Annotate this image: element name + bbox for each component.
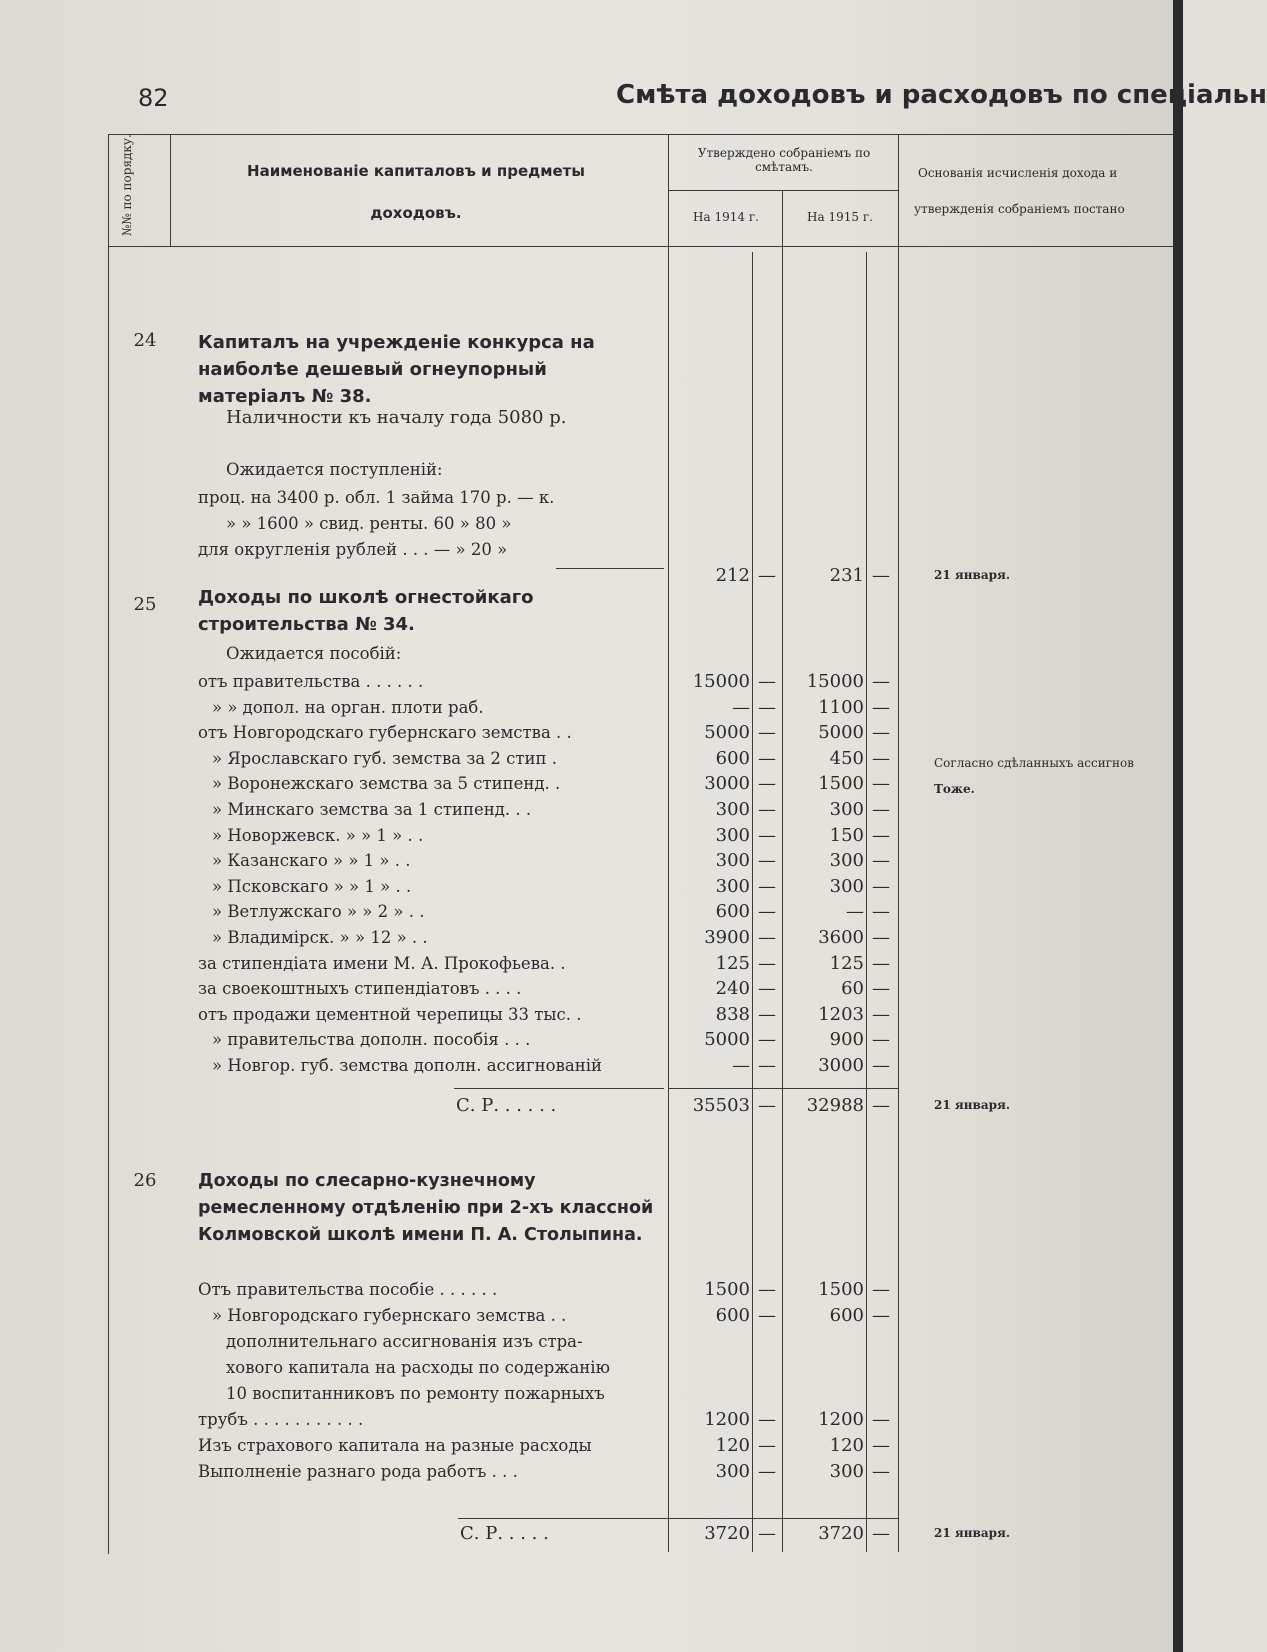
section-24-line: проц. на 3400 р. обл. 1 займа 170 р. — к. [198,488,555,507]
section-25-sum-rule-2 [668,1088,898,1089]
income-row-v1915: 300 [829,850,864,872]
page-edge-shadow [1173,0,1183,1652]
income-row-v1914: 600 [715,1305,750,1326]
income-row-label: отъ Новгородскаго губернскаго земства . . [198,723,572,743]
section-25-kop-1914: — [758,1095,776,1116]
section-24-line: Ожидается поступленій: [226,460,443,479]
section-25-basis-note: Согласно сдѣланныхъ ассигнов [934,756,1134,770]
income-row-kop-v1915: — [872,1003,890,1025]
income-row-v1914: — [732,1055,750,1076]
name-col-rule [668,134,669,1552]
page-number: 82 [138,84,169,112]
income-row-kop-v1914: — [758,875,776,897]
income-row-v1914: 300 [715,1461,750,1482]
section-24-total-1914: 212 [715,565,750,586]
section-25-sum-rule [454,1088,664,1089]
income-row-v1915: 1500 [818,1279,864,1300]
income-row-label: » Новгородскаго губернскаго земства . . [212,1306,567,1325]
table-header-rule [108,246,1173,247]
running-title: Смѣта доходовъ и расходовъ по спеціальн [616,80,1267,110]
income-row-kop-v1915: — [872,1029,890,1051]
header-approved: Утверждено собраніемъ по смѣтамъ. [697,146,871,174]
income-row-kop-v1914: — [758,850,776,872]
income-row-label: » » допол. на орган. плоти раб. [212,697,484,717]
section-24-line: » » 1600 » свид. ренты. 60 » 80 » [226,514,512,533]
income-row-label: » Владимірск. » » 12 » . . [212,928,428,947]
section-26-heading: Доходы по слесарно-кузнечному ремесленному отдѣленію при 2-хъ классной Колмовской школѣ имени П. А. Столыпина. [198,1171,654,1245]
income-row-v1914: 125 [715,952,750,974]
approved-subheader-rule [668,190,898,191]
income-row-kop-v1914: — [758,722,776,744]
income-row-kop-v1915: — [872,1435,890,1456]
income-row-v1915: 450 [829,747,864,769]
income-row-v1915: 1100 [818,696,864,718]
y1915-col-rule [898,134,899,1552]
income-row-label: за стипендіата имени М. А. Прокофьева. . [198,953,566,973]
section-24-line: Наличности къ началу года 5080 р. [226,407,567,428]
income-row-v1915: 3000 [818,1055,864,1076]
section-24-line: для округленія рублей . . . — » 20 » [198,540,508,559]
income-row-v1914: 3000 [704,773,750,795]
income-row-kop-v1915: — [872,722,890,744]
section-25-total-1914: 35503 [692,1095,750,1116]
income-row-v1914: 120 [715,1435,750,1456]
income-row-label: Отъ правительства пособіе . . . . . . [198,1280,498,1299]
section-24-sum-rule [556,568,664,569]
income-row-label: » Новгор. губ. земства дополн. ассигнованій [212,1056,602,1075]
section-25-heading: Доходы по школѣ огнестойкаго строительства № 34. [198,587,534,635]
income-row-v1915: 300 [829,799,864,820]
section-26-total-1914: 3720 [704,1523,750,1544]
income-row-v1915: 900 [829,1029,864,1051]
section-24-basis: 21 января. [934,568,1011,582]
income-row-v1914: 600 [715,747,750,769]
income-row-label: » Воронежскаго земства за 5 стипенд. . [212,774,561,794]
header-name-line1: Наименованіе капиталовъ и предметы [247,162,585,180]
income-row-label: » Казанскаго » » 1 » . . [212,851,411,871]
income-row-kop-v1915: — [872,850,890,872]
income-row-kop-v1915: — [872,901,890,923]
income-row-label: » Минскаго земства за 1 стипенд. . . [212,800,532,819]
income-row-kop-v1915: — [872,696,890,718]
section-25-intro: Ожидается пособій: [226,644,402,663]
section-26-sum-label: С. Р. . . . . [460,1523,549,1544]
row-num-26: 26 [133,1170,157,1191]
income-row-kop-v1914: — [758,671,776,692]
header-basis-line1: Основанія исчисленія дохода и [918,166,1118,180]
income-row-kop-v1915: — [872,824,890,846]
income-row-label: » Ярославскаго губ. земства за 2 стип . [212,748,558,768]
income-row-kop-v1915: — [872,1461,890,1482]
income-row-v1914: 838 [715,1003,750,1025]
income-row-kop-v1914: — [758,901,776,923]
income-row-kop-v1915: — [872,1305,890,1326]
section-26-line: 10 воспитанниковъ по ремонту пожарныхъ [226,1384,605,1403]
income-row-kop-v1914: — [758,1029,776,1051]
income-row-v1914: 300 [715,799,750,820]
table-left-border [108,134,109,1554]
section-24-kop-1915: — [872,565,890,586]
income-row-label: трубъ . . . . . . . . . . . [198,1410,364,1429]
income-row-kop-v1914: — [758,747,776,769]
income-row-kop-v1914: — [758,1461,776,1482]
income-row-label: Выполненіе разнаго рода работъ . . . [198,1462,518,1481]
section-26-total-1915: 3720 [818,1523,864,1544]
income-row-v1915: 125 [829,952,864,974]
section-24-total-1915: 231 [829,565,864,586]
row-num-25: 25 [133,594,157,615]
income-row-kop-v1914: — [758,824,776,846]
income-row-kop-v1914: — [758,799,776,820]
income-row-kop-v1915: — [872,799,890,820]
income-row-kop-v1914: — [758,696,776,718]
section-24-kop-1914: — [758,565,776,586]
income-row-label: отъ продажи цементной черепицы 33 тыс. . [198,1004,582,1024]
header-basis-line2: утвержденія собраніемъ постано [914,202,1125,216]
income-row-kop-v1914: — [758,1279,776,1300]
income-row-kop-v1915: — [872,1409,890,1430]
section-25-basis: 21 января. [934,1098,1011,1112]
income-row-v1914: 300 [715,824,750,846]
header-year-1915: На 1915 г. [807,210,873,224]
row-num-24: 24 [133,330,157,351]
income-row-kop-v1915: — [872,927,890,948]
income-row-v1915: 300 [829,875,864,897]
section-24-heading: Капиталъ на учрежденіе конкурса на наиболѣе дешевый огнеупорный матеріалъ № 38. [198,332,595,407]
income-row-kop-v1915: — [872,978,890,1000]
income-row-label: » Псковскаго » » 1 » . . [212,876,412,896]
income-row-label: отъ правительства . . . . . . [198,672,424,691]
income-row-kop-v1915: — [872,1279,890,1300]
income-row-label: » Ветлужскаго » » 2 » . . [212,902,425,922]
income-row-kop-v1915: — [872,875,890,897]
income-row-v1915: 150 [829,824,864,846]
income-row-label: » Новоржевск. » » 1 » . . [212,825,424,845]
income-row-label: за своекоштныхъ стипендіатовъ . . . . [198,979,522,999]
income-row-v1915: 5000 [818,722,864,744]
income-row-v1914: 300 [715,850,750,872]
income-row-kop-v1914: — [758,1409,776,1430]
income-row-kop-v1915: — [872,1055,890,1076]
income-row-kop-v1914: — [758,1435,776,1456]
section-26-sum-rule [458,1518,898,1519]
income-row-kop-v1915: — [872,952,890,974]
y1914-col-rule [782,190,783,1552]
income-row-kop-v1915: — [872,671,890,692]
income-row-v1914: — [732,696,750,718]
income-row-v1914: 3900 [704,927,750,948]
income-row-kop-v1914: — [758,1055,776,1076]
income-row-v1914: 300 [715,875,750,897]
kop1915-rule [866,252,867,1552]
section-26-basis: 21 января. [934,1526,1011,1540]
section-26-kop-1915: — [872,1523,890,1544]
income-row-v1915: 60 [841,978,864,1000]
income-row-kop-v1914: — [758,773,776,795]
header-num-col: №№ по порядку. [120,134,134,236]
income-row-kop-v1914: — [758,1003,776,1025]
header-year-1914: На 1914 г. [693,210,759,224]
section-25-basis-note: Тоже. [934,782,975,796]
income-row-v1915: 300 [829,1461,864,1482]
header-name-line2: доходовъ. [370,204,462,222]
income-row-v1915: 3600 [818,927,864,948]
income-row-v1915: — [846,901,864,923]
income-row-v1914: 1200 [704,1409,750,1430]
income-row-v1915: 1200 [818,1409,864,1430]
income-row-kop-v1915: — [872,773,890,795]
income-row-kop-v1914: — [758,952,776,974]
income-row-kop-v1914: — [758,927,776,948]
section-25-kop-1915: — [872,1095,890,1116]
income-row-v1915: 1203 [818,1003,864,1025]
section-25-sum-label: С. Р. . . . . . [456,1095,557,1116]
section-25-total-1915: 32988 [806,1095,864,1116]
income-row-v1914: 15000 [692,671,750,692]
table-top-rule [108,134,1173,135]
section-26-line: дополнительнаго ассигнованія изъ стра- [226,1332,583,1351]
income-row-v1915: 600 [829,1305,864,1326]
income-row-v1915: 120 [829,1435,864,1456]
income-row-kop-v1914: — [758,1305,776,1326]
num-col-rule [170,134,171,246]
section-26-kop-1914: — [758,1523,776,1544]
kop1914-rule [752,252,753,1552]
income-row-v1914: 5000 [704,1029,750,1051]
income-row-v1915: 15000 [806,671,864,692]
income-row-v1915: 1500 [818,773,864,795]
income-row-label: Изъ страхового капитала на разные расходы [198,1436,592,1455]
income-row-v1914: 240 [715,978,750,1000]
income-row-v1914: 1500 [704,1279,750,1300]
income-row-kop-v1915: — [872,747,890,769]
income-row-v1914: 600 [715,901,750,923]
income-row-v1914: 5000 [704,722,750,744]
section-26-line: хового капитала на расходы по содержанію [226,1358,610,1377]
income-row-kop-v1914: — [758,978,776,1000]
income-row-label: » правительства дополн. пособія . . . [212,1030,531,1050]
